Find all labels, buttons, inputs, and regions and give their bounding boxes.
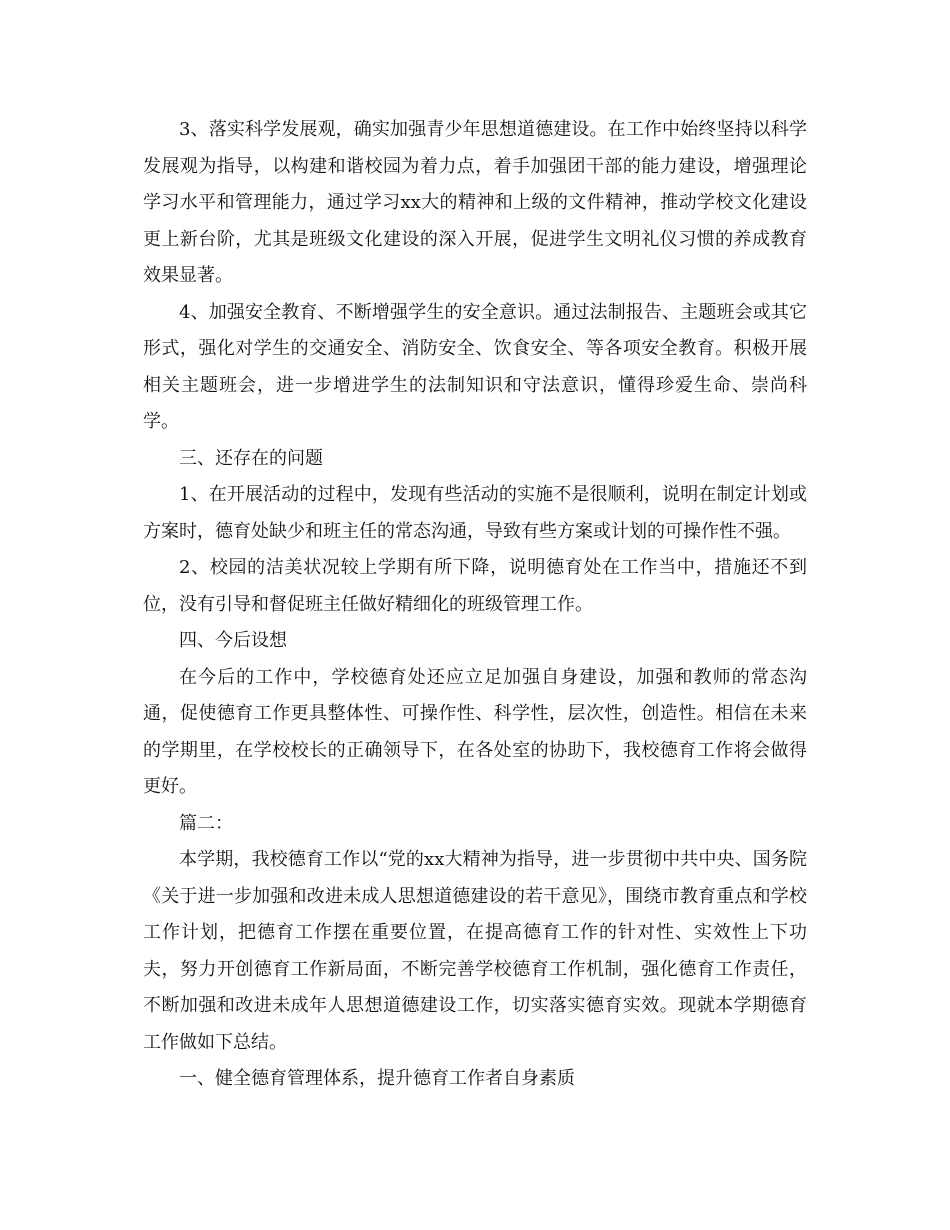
paragraph-future: 在今后的工作中，学校德育处还应立足加强自身建设，加强和教师的常态沟通，促使德育工作更具整体性、可操作性、科学性，层次性，创造性。相信在未来的学期里，在学校校长的正确领导下，在各处室的协助下，我校德育工作将会做得更好。 bbox=[143, 666, 807, 797]
paragraph-item-3: 3、落实科学发展观，确实加强青少年思想道德建设。在工作中始终坚持以科学发展观为指导，以构建和谐校园为着力点，着手加强团干部的能力建设，增强理论学习水平和管理能力，通过学习xx大的精神和上级的文件精神，推动学校文化建设更上新台阶，尤其是班级文化建设的深入开展，促进学生文明礼仪习惯的养成教育效果显著。 bbox=[143, 119, 807, 286]
paragraph-problem-2: 2、校园的洁美状况较上学期有所下降，说明德育处在工作当中，措施还不到位，没有引导和督促班主任做好精细化的班级管理工作。 bbox=[143, 557, 807, 615]
part-heading-two: 篇二： bbox=[179, 812, 233, 834]
paragraph-intro: 本学期，我校德育工作以“党的xx大精神为指导，进一步贯彻中共中央、国务院《关于进一步加强和改进未成人思想道德建设的若干意见》，围绕市教育重点和学校工作计划，把德育工作摆在重要位置，在提高德育工作的针对性、实效性上下功夫，努力开创德育工作新局面，不断完善学校德育工作机制，强化德育工作责任，不断加强和改进未成年人思想道德建设工作，切实落实德育实效。现就本学期德育工作做如下总结。 bbox=[143, 849, 807, 1053]
section-heading-problems: 三、还存在的问题 bbox=[179, 447, 323, 469]
section-heading-management: 一、健全德育管理体系，提升德育工作者自身素质 bbox=[179, 1068, 575, 1089]
paragraph-problem-1: 1、在开展活动的过程中，发现有些活动的实施不是很顺利，说明在制定计划或方案时，德育处缺少和班主任的常态沟通，导致有些方案或计划的可操作性不强。 bbox=[143, 484, 807, 542]
document-body bbox=[143, 112, 807, 1098]
section-heading-future: 四、今后设想 bbox=[179, 630, 287, 651]
paragraph-item-4: 4、加强安全教育、不断增强学生的安全意识。通过法制报告、主题班会或其它形式，强化对学生的交通安全、消防安全、饮食安全、等各项安全教育。积极开展相关主题班会，进一步增进学生的法制知识和守法意识，懂得珍爱生命、崇尚科学。 bbox=[143, 301, 807, 432]
